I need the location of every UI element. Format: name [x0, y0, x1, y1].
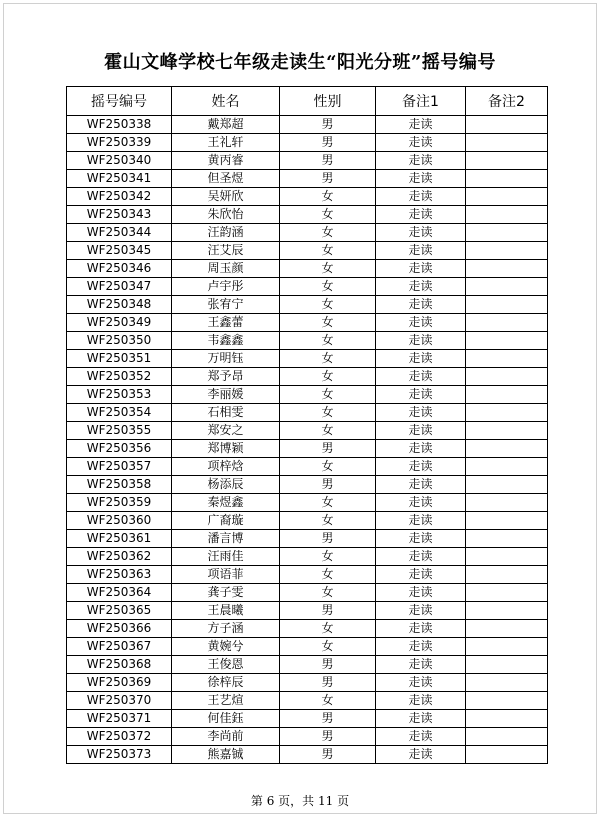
table-row	[67, 242, 548, 260]
note-2-cell	[466, 260, 548, 278]
note-1-cell: 走读	[376, 602, 466, 620]
table-row	[67, 674, 548, 692]
gender-cell: 男	[280, 728, 376, 746]
note-1-cell: 走读	[376, 350, 466, 368]
lottery-number-cell: WF250365	[67, 602, 172, 620]
note-2-cell	[466, 548, 548, 566]
note-2-cell	[466, 566, 548, 584]
name-cell: 项语菲	[172, 566, 280, 584]
name-cell: 汪雨佳	[172, 548, 280, 566]
name-cell: 项梓焓	[172, 458, 280, 476]
note-2-cell	[466, 134, 548, 152]
note-1-cell: 走读	[376, 278, 466, 296]
gender-cell: 男	[280, 602, 376, 620]
column-header-note-1: 备注1	[376, 87, 466, 116]
roster-table	[66, 86, 548, 764]
lottery-number-cell: WF250343	[67, 206, 172, 224]
lottery-number-cell: WF250347	[67, 278, 172, 296]
name-cell: 郑博颖	[172, 440, 280, 458]
note-1-cell: 走读	[376, 404, 466, 422]
name-cell: 汪韵涵	[172, 224, 280, 242]
gender-cell: 女	[280, 512, 376, 530]
gender-cell: 男	[280, 476, 376, 494]
lottery-number-cell: WF250345	[67, 242, 172, 260]
lottery-number-cell: WF250355	[67, 422, 172, 440]
lottery-number-cell: WF250366	[67, 620, 172, 638]
name-cell: 何佳鈺	[172, 710, 280, 728]
lottery-number-cell: WF250352	[67, 368, 172, 386]
table-row	[67, 224, 548, 242]
table-row	[67, 152, 548, 170]
table-row	[67, 296, 548, 314]
lottery-number-cell: WF250362	[67, 548, 172, 566]
gender-cell: 男	[280, 134, 376, 152]
table-row	[67, 386, 548, 404]
lottery-number-cell: WF250369	[67, 674, 172, 692]
table-row	[67, 278, 548, 296]
note-2-cell	[466, 512, 548, 530]
gender-cell: 女	[280, 458, 376, 476]
column-header-gender: 性别	[280, 87, 376, 116]
gender-cell: 女	[280, 584, 376, 602]
lottery-number-cell: WF250364	[67, 584, 172, 602]
name-cell: 但圣煜	[172, 170, 280, 188]
note-2-cell	[466, 692, 548, 710]
note-2-cell	[466, 314, 548, 332]
note-1-cell: 走读	[376, 458, 466, 476]
note-1-cell: 走读	[376, 188, 466, 206]
table-body	[67, 116, 548, 764]
name-cell: 潘言博	[172, 530, 280, 548]
name-cell: 周玉颜	[172, 260, 280, 278]
lottery-number-cell: WF250373	[67, 746, 172, 764]
lottery-number-cell: WF250338	[67, 116, 172, 134]
note-1-cell: 走读	[376, 710, 466, 728]
name-cell: 朱欣怡	[172, 206, 280, 224]
name-cell: 戴郑超	[172, 116, 280, 134]
note-1-cell: 走读	[376, 638, 466, 656]
name-cell: 杨添辰	[172, 476, 280, 494]
note-1-cell: 走读	[376, 728, 466, 746]
table-row	[67, 368, 548, 386]
note-1-cell: 走读	[376, 206, 466, 224]
gender-cell: 男	[280, 674, 376, 692]
table-row	[67, 602, 548, 620]
note-1-cell: 走读	[376, 314, 466, 332]
gender-cell: 女	[280, 638, 376, 656]
note-1-cell: 走读	[376, 656, 466, 674]
name-cell: 秦煜鑫	[172, 494, 280, 512]
table-row	[67, 116, 548, 134]
note-2-cell	[466, 746, 548, 764]
gender-cell: 男	[280, 440, 376, 458]
lottery-number-cell: WF250340	[67, 152, 172, 170]
table-row	[67, 494, 548, 512]
note-1-cell: 走读	[376, 332, 466, 350]
name-cell: 徐梓辰	[172, 674, 280, 692]
note-1-cell: 走读	[376, 134, 466, 152]
name-cell: 石相雯	[172, 404, 280, 422]
note-2-cell	[466, 350, 548, 368]
table-row	[67, 548, 548, 566]
name-cell: 李丽媛	[172, 386, 280, 404]
name-cell: 郑安之	[172, 422, 280, 440]
table-row	[67, 188, 548, 206]
lottery-number-cell: WF250367	[67, 638, 172, 656]
note-2-cell	[466, 386, 548, 404]
gender-cell: 男	[280, 656, 376, 674]
note-2-cell	[466, 278, 548, 296]
table-row	[67, 476, 548, 494]
table-row	[67, 566, 548, 584]
gender-cell: 女	[280, 260, 376, 278]
name-cell: 王艺煊	[172, 692, 280, 710]
gender-cell: 女	[280, 332, 376, 350]
note-2-cell	[466, 152, 548, 170]
note-2-cell	[466, 368, 548, 386]
lottery-number-cell: WF250359	[67, 494, 172, 512]
name-cell: 黄婉兮	[172, 638, 280, 656]
note-2-cell	[466, 728, 548, 746]
table-row	[67, 728, 548, 746]
note-2-cell	[466, 170, 548, 188]
note-2-cell	[466, 332, 548, 350]
table-row	[67, 134, 548, 152]
name-cell: 王礼轩	[172, 134, 280, 152]
gender-cell: 女	[280, 278, 376, 296]
gender-cell: 女	[280, 314, 376, 332]
lottery-number-cell: WF250350	[67, 332, 172, 350]
note-2-cell	[466, 440, 548, 458]
lottery-number-cell: WF250354	[67, 404, 172, 422]
lottery-number-cell: WF250342	[67, 188, 172, 206]
gender-cell: 女	[280, 620, 376, 638]
note-1-cell: 走读	[376, 548, 466, 566]
note-2-cell	[466, 206, 548, 224]
gender-cell: 男	[280, 530, 376, 548]
note-2-cell	[466, 242, 548, 260]
document-title: 霍山文峰学校七年级走读生“阳光分班”摇号编号	[104, 52, 496, 73]
gender-cell: 女	[280, 494, 376, 512]
note-2-cell	[466, 224, 548, 242]
lottery-number-cell: WF250368	[67, 656, 172, 674]
note-1-cell: 走读	[376, 530, 466, 548]
note-1-cell: 走读	[376, 566, 466, 584]
table-row	[67, 422, 548, 440]
note-2-cell	[466, 638, 548, 656]
note-2-cell	[466, 584, 548, 602]
gender-cell: 男	[280, 116, 376, 134]
lottery-number-cell: WF250353	[67, 386, 172, 404]
table-row	[67, 440, 548, 458]
name-cell: 龚子雯	[172, 584, 280, 602]
table-row	[67, 710, 548, 728]
table-row	[67, 314, 548, 332]
lottery-number-cell: WF250356	[67, 440, 172, 458]
name-cell: 熊嘉铖	[172, 746, 280, 764]
note-2-cell	[466, 296, 548, 314]
gender-cell: 女	[280, 548, 376, 566]
note-1-cell: 走读	[376, 746, 466, 764]
table-row	[67, 206, 548, 224]
note-1-cell: 走读	[376, 386, 466, 404]
table-row	[67, 530, 548, 548]
name-cell: 吴妍欣	[172, 188, 280, 206]
note-1-cell: 走读	[376, 692, 466, 710]
table-row	[67, 620, 548, 638]
note-1-cell: 走读	[376, 422, 466, 440]
table-row	[67, 584, 548, 602]
gender-cell: 女	[280, 350, 376, 368]
name-cell: 方子涵	[172, 620, 280, 638]
note-2-cell	[466, 602, 548, 620]
table-row	[67, 170, 548, 188]
gender-cell: 女	[280, 242, 376, 260]
lottery-number-cell: WF250370	[67, 692, 172, 710]
gender-cell: 女	[280, 206, 376, 224]
note-1-cell: 走读	[376, 476, 466, 494]
lottery-number-cell: WF250372	[67, 728, 172, 746]
note-2-cell	[466, 620, 548, 638]
note-1-cell: 走读	[376, 242, 466, 260]
lottery-number-cell: WF250361	[67, 530, 172, 548]
table-row	[67, 692, 548, 710]
note-2-cell	[466, 422, 548, 440]
gender-cell: 男	[280, 152, 376, 170]
lottery-number-cell: WF250339	[67, 134, 172, 152]
lottery-number-cell: WF250348	[67, 296, 172, 314]
column-header-note-2: 备注2	[466, 87, 548, 116]
note-2-cell	[466, 188, 548, 206]
gender-cell: 女	[280, 692, 376, 710]
note-1-cell: 走读	[376, 296, 466, 314]
note-2-cell	[466, 674, 548, 692]
name-cell: 广裔璇	[172, 512, 280, 530]
note-2-cell	[466, 656, 548, 674]
note-2-cell	[466, 116, 548, 134]
note-1-cell: 走读	[376, 584, 466, 602]
table-row	[67, 512, 548, 530]
name-cell: 汪艾辰	[172, 242, 280, 260]
gender-cell: 女	[280, 188, 376, 206]
note-1-cell: 走读	[376, 674, 466, 692]
name-cell: 王鑫蕾	[172, 314, 280, 332]
name-cell: 韦鑫鑫	[172, 332, 280, 350]
lottery-number-cell: WF250341	[67, 170, 172, 188]
note-2-cell	[466, 404, 548, 422]
note-2-cell	[466, 530, 548, 548]
lottery-number-cell: WF250344	[67, 224, 172, 242]
note-2-cell	[466, 458, 548, 476]
table-row	[67, 638, 548, 656]
table-row	[67, 260, 548, 278]
note-1-cell: 走读	[376, 116, 466, 134]
table-header-row	[67, 87, 548, 116]
note-1-cell: 走读	[376, 260, 466, 278]
gender-cell: 男	[280, 746, 376, 764]
note-1-cell: 走读	[376, 224, 466, 242]
page-footer: 第 6 页，共 11 页	[250, 794, 350, 808]
name-cell: 李尚前	[172, 728, 280, 746]
gender-cell: 女	[280, 224, 376, 242]
name-cell: 万明钰	[172, 350, 280, 368]
note-1-cell: 走读	[376, 620, 466, 638]
column-header-lottery-number: 摇号编号	[67, 87, 172, 116]
lottery-number-cell: WF250349	[67, 314, 172, 332]
note-2-cell	[466, 476, 548, 494]
table-row	[67, 404, 548, 422]
lottery-number-cell: WF250360	[67, 512, 172, 530]
note-1-cell: 走读	[376, 494, 466, 512]
gender-cell: 女	[280, 566, 376, 584]
name-cell: 黄丙睿	[172, 152, 280, 170]
gender-cell: 女	[280, 296, 376, 314]
gender-cell: 女	[280, 368, 376, 386]
name-cell: 王晨曦	[172, 602, 280, 620]
note-2-cell	[466, 494, 548, 512]
note-2-cell	[466, 710, 548, 728]
table-row	[67, 350, 548, 368]
table-row	[67, 332, 548, 350]
name-cell: 郑予昂	[172, 368, 280, 386]
lottery-number-cell: WF250351	[67, 350, 172, 368]
note-1-cell: 走读	[376, 170, 466, 188]
gender-cell: 女	[280, 422, 376, 440]
gender-cell: 女	[280, 404, 376, 422]
lottery-number-cell: WF250371	[67, 710, 172, 728]
gender-cell: 女	[280, 386, 376, 404]
note-1-cell: 走读	[376, 440, 466, 458]
name-cell: 卢宇彤	[172, 278, 280, 296]
lottery-number-cell: WF250357	[67, 458, 172, 476]
column-header-name: 姓名	[172, 87, 280, 116]
name-cell: 王俊恩	[172, 656, 280, 674]
name-cell: 张宥宁	[172, 296, 280, 314]
lottery-number-cell: WF250358	[67, 476, 172, 494]
table-row	[67, 458, 548, 476]
gender-cell: 男	[280, 710, 376, 728]
gender-cell: 男	[280, 170, 376, 188]
table-row	[67, 746, 548, 764]
lottery-number-cell: WF250346	[67, 260, 172, 278]
note-1-cell: 走读	[376, 368, 466, 386]
table-row	[67, 656, 548, 674]
lottery-number-cell: WF250363	[67, 566, 172, 584]
note-1-cell: 走读	[376, 152, 466, 170]
note-1-cell: 走读	[376, 512, 466, 530]
